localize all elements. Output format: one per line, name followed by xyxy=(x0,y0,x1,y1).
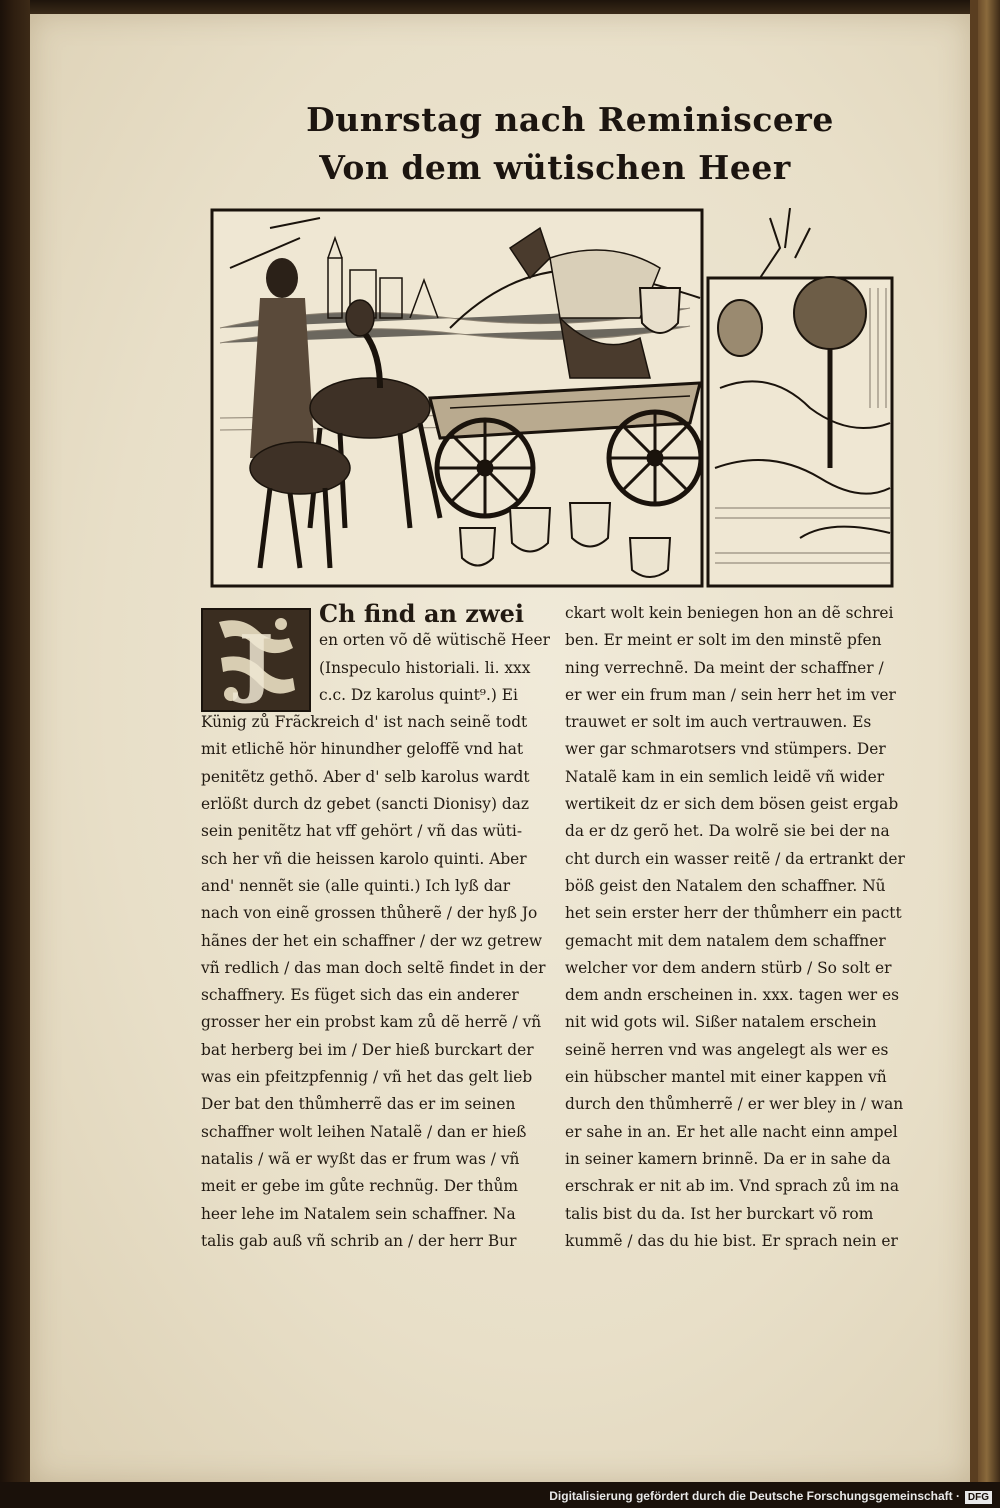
left-column-line: sein penitẽtz hat vff gehört / vñ das wüti- xyxy=(201,822,523,841)
left-column-line: schaffnery. Es füget sich das ein anderer xyxy=(201,986,519,1005)
left-column-line: schaffner wolt leihen Natalẽ / dan er hieß xyxy=(201,1122,527,1141)
right-column-line: ning verrechnẽ. Da meint der schaffner / xyxy=(565,658,884,677)
left-column-line: vñ redlich / das man doch seltẽ findet in der xyxy=(201,958,546,977)
left-column-line: hãnes der het ein schaffner / der wz getrew xyxy=(201,931,543,950)
right-column-line: durch den thůmherrẽ / er wer bley in / wan xyxy=(565,1095,904,1114)
text-column-right xyxy=(565,600,910,1255)
right-column-line: talis bist du da. Ist her burckart võ rom xyxy=(565,1204,874,1223)
binding-right-strip xyxy=(970,0,978,1508)
left-column-line: penitẽtz gethõ. Aber d' selb karolus wardt xyxy=(201,767,530,786)
right-column-line: wer gar schmarotsers vnd stümpers. Der xyxy=(565,740,886,759)
right-column-line: wertikeit dz er sich dem bösen geist ergab xyxy=(565,795,899,814)
svg-text:J: J xyxy=(238,620,274,706)
left-column-line: heer lehe im Natalem sein schaffner. Na xyxy=(201,1204,516,1223)
binding-top-edge xyxy=(0,0,1000,14)
left-column-line: mit etlichẽ hör hinundher geloffẽ vnd hat xyxy=(201,740,524,759)
left-column-line: en orten võ dẽ wütischẽ Heer xyxy=(319,631,550,650)
right-column-line: ckart wolt kein beniegen hon an dẽ schrei xyxy=(565,604,894,622)
right-column-line: böß geist den Natalem den schaffner. Nũ xyxy=(565,876,886,895)
left-column-line: grosser her ein probst kam zů dẽ herrẽ / vñ xyxy=(201,1013,542,1032)
left-column-line: Ch find an zwei xyxy=(319,599,524,628)
left-column-line: c.c. Dz karolus quint⁹.) Ei xyxy=(319,685,518,704)
right-column-line: welcher vor dem andern stürb / So solt er xyxy=(565,958,892,977)
left-column-line: Der bat den thůmherrẽ das er im seinen xyxy=(201,1095,516,1114)
left-column-line: meit er gebe im gůte rechnũg. Der thům xyxy=(201,1177,518,1196)
page-heading-line2: Von dem wütischen Heer xyxy=(319,148,791,187)
footer-credit: Digitalisierung gefördert durch die Deutsche Forschungsgemeinschaft · xyxy=(549,1489,960,1503)
right-column-line: Natalẽ kam in ein semlich leidẽ vñ wider xyxy=(565,767,885,786)
right-column-line: cht durch ein wasser reitẽ / da ertrankt der xyxy=(565,849,905,868)
woodcut-illustration-icon xyxy=(210,208,894,588)
left-column-line: sch her vñ die heissen karolo quinti. Aber xyxy=(201,849,527,868)
right-column-line: seinẽ herren vnd was angelegt als wer es xyxy=(565,1040,889,1059)
right-column-line: er sahe in an. Er het alle nacht einn ampel xyxy=(565,1122,898,1141)
right-column-line: ein hübscher mantel mit einer kappen vñ xyxy=(565,1068,887,1087)
right-column-line: da er dz gerõ het. Da wolrẽ sie bei der na xyxy=(565,822,890,841)
right-column-line: in seiner kamern brinnẽ. Da er in sahe da xyxy=(565,1149,891,1168)
left-column-line: nach von einẽ grossen thůherẽ / der hyß Jo xyxy=(201,904,538,923)
left-column-line: natalis / wã er wyßt das er frum was / vñ xyxy=(201,1149,520,1168)
left-column-line: and' nennẽt sie (alle quinti.) Ich lyß dar xyxy=(201,876,511,895)
left-column-line: talis gab auß vñ schrib an / der herr Bur xyxy=(201,1231,517,1250)
left-column-line: was ein pfeitzpfennig / vñ het das gelt lieb xyxy=(201,1068,533,1087)
right-column-line: erschrak er nit ab im. Vnd sprach zů im na xyxy=(565,1177,900,1196)
right-column-line: er wer ein frum man / sein herr het im ver xyxy=(565,685,896,704)
binding-right-edge xyxy=(978,0,1000,1508)
right-column-line: dem andn erscheinen in. xxx. tagen wer es xyxy=(565,986,900,1005)
left-column-line: Künig zů Frãckreich d' ist nach seinẽ todt xyxy=(201,713,528,732)
page-heading-line1: Dunrstag nach Reminiscere xyxy=(306,100,834,139)
binding-left-edge xyxy=(0,0,30,1508)
left-column-line: (Inspeculo historiali. li. xxx xyxy=(319,658,531,677)
text-column-left xyxy=(201,599,550,1255)
right-column-line: gemacht mit dem natalem dem schaffner xyxy=(565,931,886,950)
right-column-line: kummẽ / das du hie bist. Er sprach nein er xyxy=(565,1231,898,1250)
right-column-line: trauwet er solt im auch vertrauwen. Es xyxy=(565,713,872,732)
right-column-line: het sein erster herr der thůmherr ein pactt xyxy=(565,904,902,923)
right-column-line: nit wid gots wil. Sißer natalem erschein xyxy=(565,1013,877,1032)
left-column-line: bat herberg bei im / Der hieß burckart der xyxy=(201,1040,534,1059)
left-column-line: erlößt durch dz gebet (sancti Dionisy) daz xyxy=(201,795,530,814)
dfg-logo: DFG xyxy=(965,1491,992,1504)
right-column-line: ben. Er meint er solt im den minstẽ pfen xyxy=(565,631,882,650)
